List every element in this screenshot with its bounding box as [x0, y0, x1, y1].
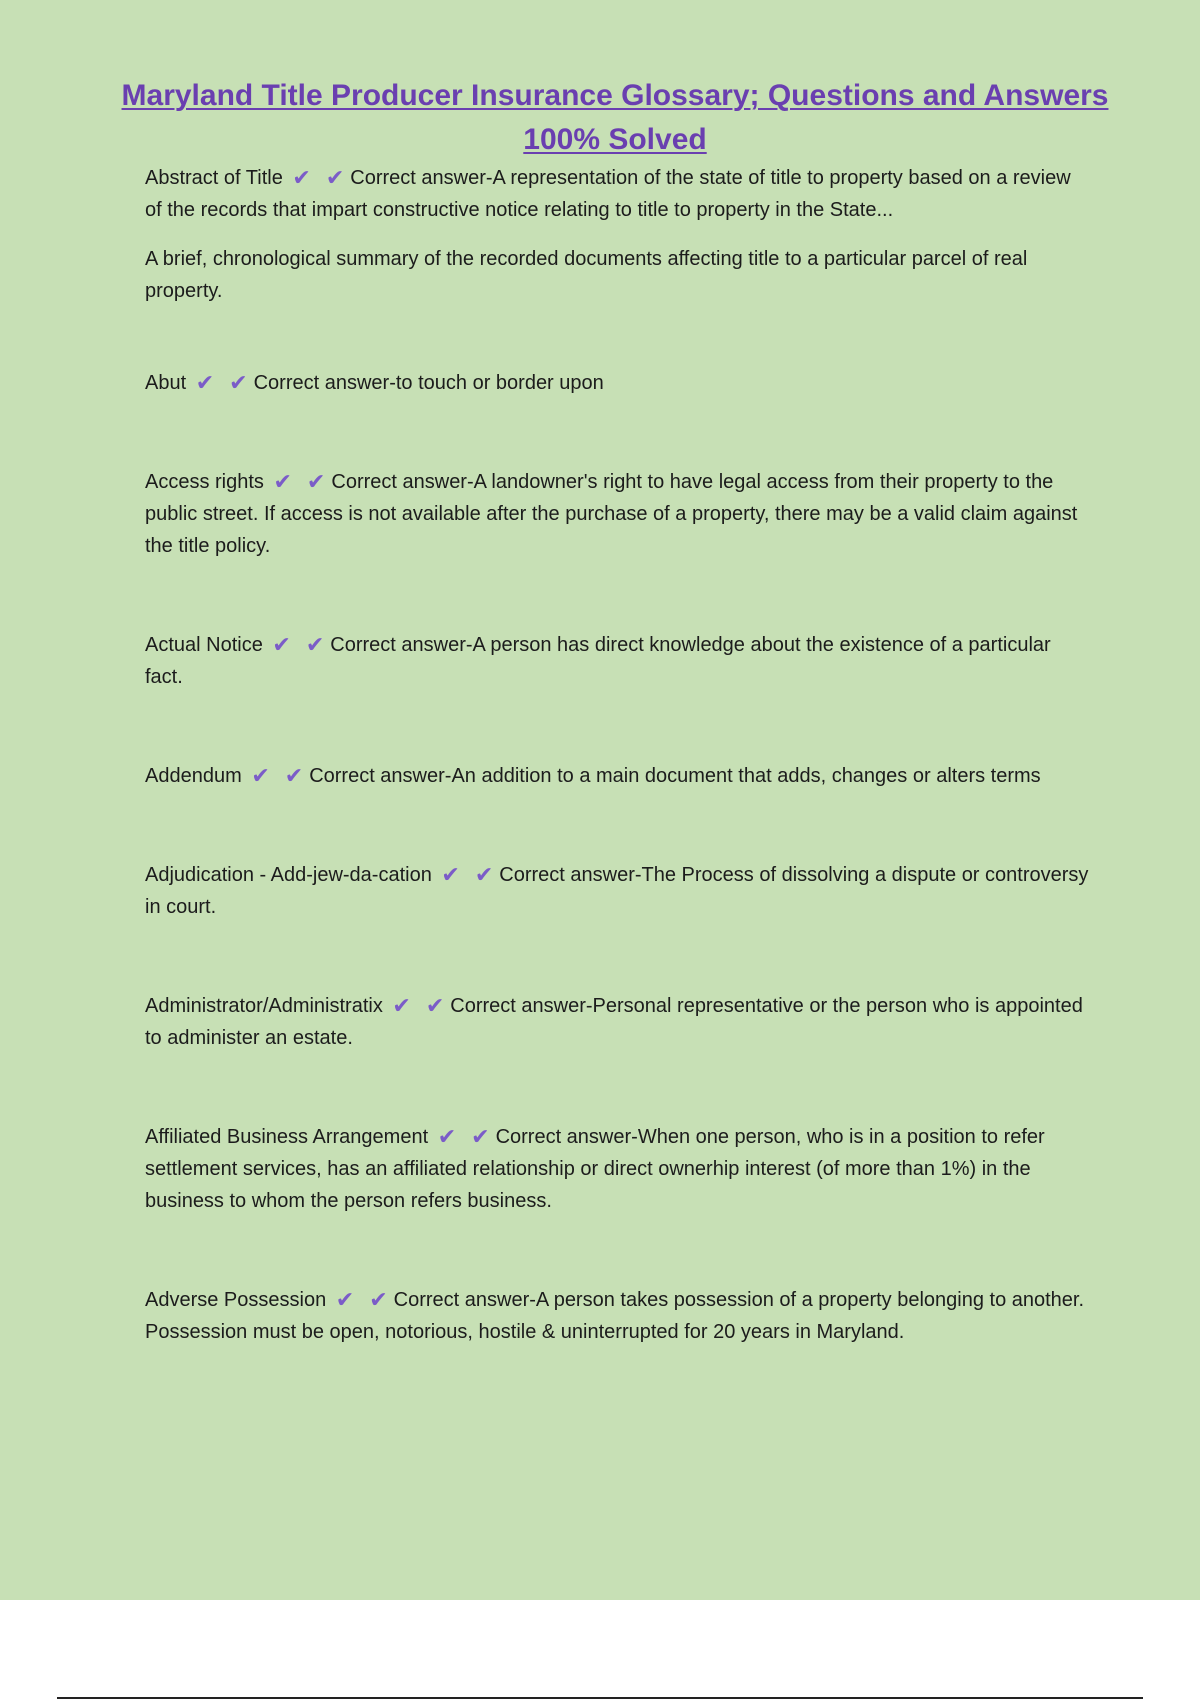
- entry-answer: Correct answer-Personal representative or the person who is appointed to administer an estate.: [145, 995, 1083, 1049]
- entry-term: Adverse Possession: [145, 1289, 327, 1311]
- entry-extra-text: A brief, chronological summary of the recorded documents affecting title to a particular parcel of real property.: [145, 248, 1028, 302]
- glossary-entry: [145, 367, 1090, 399]
- double-check-icon: ✔ ✔: [437, 1125, 494, 1150]
- entry-text: [145, 466, 1090, 562]
- double-check-icon: ✔ ✔: [272, 633, 329, 658]
- glossary-entry: [145, 990, 1090, 1054]
- entry-term: Administrator/Administratix: [145, 995, 383, 1017]
- glossary-entry: [145, 760, 1090, 792]
- glossary-entry: [145, 629, 1090, 693]
- entry-answer: Correct answer-to touch or border upon: [253, 372, 604, 394]
- double-check-icon: ✔ ✔: [441, 863, 498, 888]
- entry-term: Addendum: [145, 765, 242, 787]
- entry-text: [145, 162, 1090, 226]
- entry-answer: Correct answer-A person takes possession of a property belonging to another. Possession must be open, notorious, hostile & uninterrupted for 20 years in Maryland.: [145, 1289, 1085, 1343]
- entry-answer: Correct answer-A representation of the state of title to property based on a review of the records that impart constructive notice relating to title to property in the State...: [145, 167, 1071, 221]
- entry-answer: Correct answer-A landowner's right to have legal access from their property to the public street. If access is not available after the purchase of a property, there may be a valid claim against the title policy.: [145, 471, 1078, 557]
- entry-term: Adjudication - Add-jew-da-cation: [145, 864, 432, 886]
- glossary-entry: [145, 466, 1090, 562]
- entry-answer: Correct answer-The Process of dissolving a dispute or controversy in court.: [145, 864, 1089, 918]
- entry-text: [145, 859, 1090, 923]
- glossary-entry: [145, 859, 1090, 923]
- glossary-entry: [145, 162, 1090, 307]
- document-title: Maryland Title Producer Insurance Glossary; Questions and Answers 100% Solved: [121, 79, 1109, 156]
- entry-text: [145, 367, 1090, 399]
- double-check-icon: ✔ ✔: [195, 371, 252, 396]
- entry-term: Abut: [145, 372, 187, 394]
- entry-answer: Correct answer-A person has direct knowledge about the existence of a particular fact.: [145, 634, 1051, 688]
- entry-answer: Correct answer-An addition to a main document that adds, changes or alters terms: [309, 765, 1041, 787]
- glossary-entry: [145, 1284, 1090, 1348]
- entry-term: Access rights: [145, 471, 264, 493]
- entry-text: [145, 1121, 1090, 1217]
- entry-answer: Correct answer-When one person, who is in a position to refer settlement services, has an affiliated relationship or direct ownerhip interest (of more than 1%) in the business to whom the person refers business.: [145, 1126, 1045, 1212]
- glossary-list: [145, 162, 1090, 1348]
- glossary-entry: [145, 1121, 1090, 1217]
- footer-divider: [57, 1697, 1143, 1699]
- entry-text: [145, 990, 1090, 1054]
- entry-text: [145, 760, 1090, 792]
- entry-term: Actual Notice: [145, 634, 263, 656]
- entry-text: [145, 1284, 1090, 1348]
- entry-term: Affiliated Business Arrangement: [145, 1126, 429, 1148]
- double-check-icon: ✔ ✔: [292, 166, 349, 191]
- entry-term: Abstract of Title: [145, 167, 283, 189]
- entry-text: [145, 629, 1090, 693]
- double-check-icon: ✔ ✔: [273, 470, 330, 495]
- double-check-icon: ✔ ✔: [251, 764, 308, 789]
- double-check-icon: ✔ ✔: [335, 1288, 392, 1313]
- double-check-icon: ✔ ✔: [392, 994, 449, 1019]
